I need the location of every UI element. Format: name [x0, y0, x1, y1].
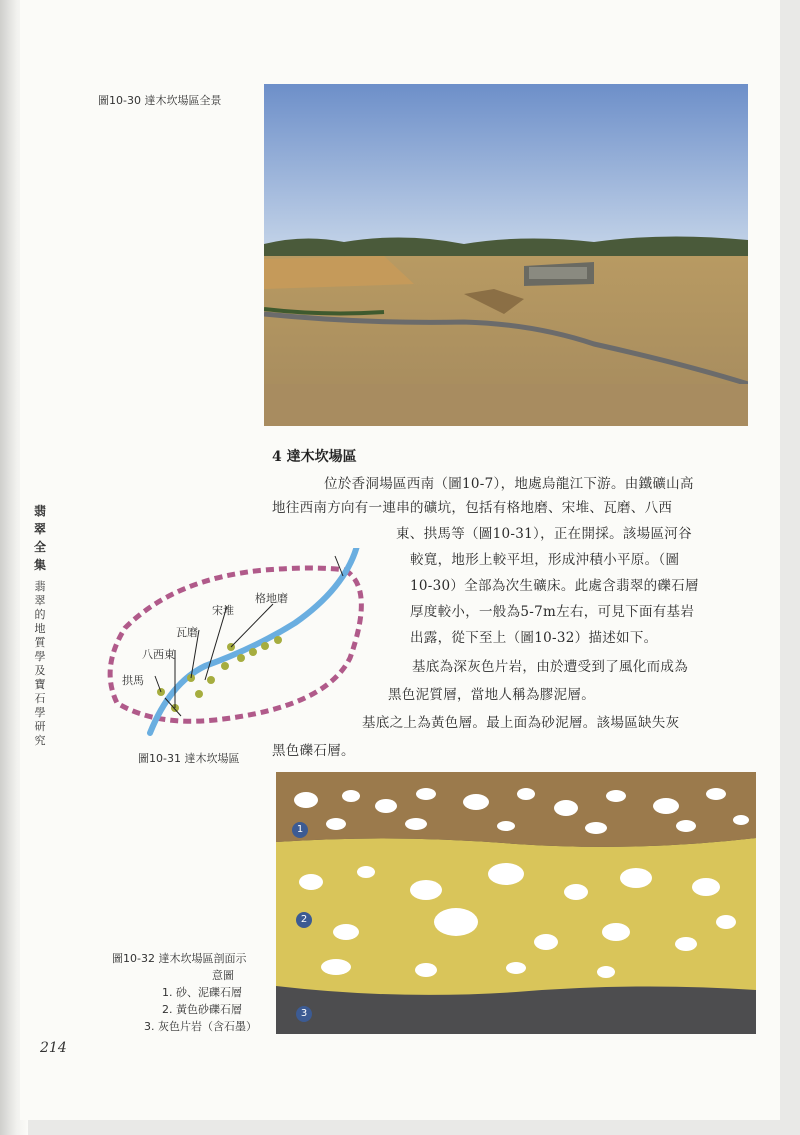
para-line: 厚度較小，一般為5-7m左右，可見下面有基岩	[410, 604, 695, 620]
landscape-photo	[264, 84, 748, 426]
label-baxidong: 八西東	[142, 648, 175, 661]
para-line: 位於香洞場區西南（圖10-7），地處烏龍江下游。由鐵礦山高	[324, 476, 694, 492]
sidebar-title: 翡 翠 全 集	[33, 504, 46, 572]
cross-section-diagram	[276, 772, 756, 1034]
legend-item-2: 2. 黃色砂礫石層	[162, 1003, 242, 1016]
para-line: 基底為深灰色片岩，由於遭受到了風化而成為	[412, 659, 688, 675]
para-line: 黑色礫石層。	[272, 743, 355, 759]
para-line: 10-30）全部為次生礦床。此處含翡翠的礫石層	[410, 578, 699, 594]
para-line: 基底之上為黃色層。最上面為砂泥層。該場區缺失灰	[362, 715, 680, 731]
fig30-caption: 圖10-30 達木坎場區全景	[98, 94, 222, 107]
layer-badge-3: 3	[296, 1006, 312, 1022]
sidebar-subtitle: 翡 翠 的 地 質 學 及 寶 石 學 研 究	[34, 580, 46, 747]
label-songdui: 宋堆	[212, 604, 234, 617]
layer-badge-2: 2	[296, 912, 312, 928]
legend-item-1: 1. 砂、泥礫石層	[162, 986, 242, 999]
para-line: 出露，從下至上（圖10-32）描述如下。	[410, 630, 658, 646]
fig32-caption: 圖10-32 達木坎場區剖面示 意圖 1. 砂、泥礫石層 2. 黃色砂礫石層 3. 灰色片岩（含石墨）	[112, 950, 272, 1035]
label-gedimo: 格地磨	[255, 592, 288, 605]
legend-item-3: 3. 灰色片岩（含石墨）	[144, 1020, 257, 1033]
para-line: 東、拱馬等（圖10-31），正在開採。該場區河谷	[396, 526, 692, 542]
label-gongma: 拱馬	[122, 674, 144, 687]
fig31-caption: 圖10-31 達木坎場區	[138, 752, 240, 765]
mining-area-map	[95, 548, 385, 738]
mine-dots	[157, 636, 282, 712]
para-line: 較寬，地形上較平坦，形成沖積小平原。（圖	[410, 552, 680, 568]
label-wamo: 瓦磨	[176, 626, 198, 639]
layer-badge-1: 1	[292, 822, 308, 838]
para-line: 地往西南方向有一連串的礦坑，包括有格地磨、宋堆、瓦磨、八西	[272, 500, 673, 516]
page-number: 214	[40, 1040, 67, 1056]
section-heading: 4 達木坎場區	[272, 449, 357, 465]
layer-1	[276, 772, 756, 847]
area-boundary	[110, 568, 361, 721]
para-line: 黑色泥質層，當地人稱為膠泥層。	[388, 687, 595, 703]
